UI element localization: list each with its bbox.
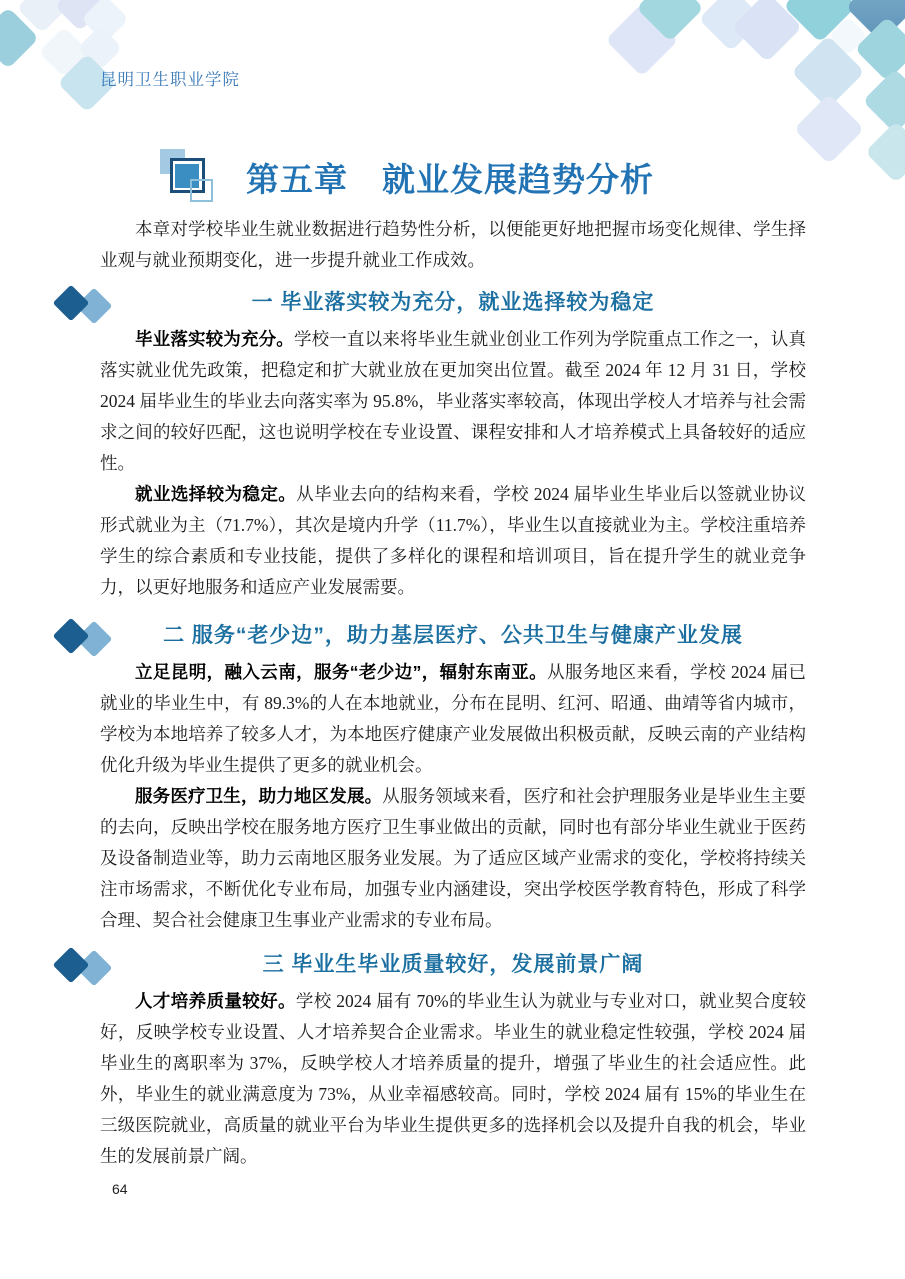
- paragraph: [100, 657, 806, 781]
- chapter-title: 第五章 就业发展趋势分析: [246, 160, 654, 198]
- paragraph: [100, 781, 806, 936]
- heading-diamonds-icon: [54, 617, 118, 657]
- section-3-heading: [100, 950, 806, 980]
- heading-diamonds-icon: [54, 284, 118, 324]
- chapter-squares-icon: [160, 146, 218, 208]
- paragraph: [100, 324, 806, 479]
- intro-paragraph: 本章对学校毕业生就业数据进行趋势性分析，以便能更好地把握市场变化规律、学生择业观与就业预期变化，进一步提升就业工作成效。: [100, 219, 806, 270]
- section-1-heading: [100, 288, 806, 318]
- paragraph-lead: 立足昆明，融入云南，服务“老少边”，辐射东南亚。: [135, 662, 548, 682]
- section-2-heading-text: 二 服务“老少边”，助力基层医疗、公共卫生与健康产业发展: [163, 624, 743, 647]
- page-content: [100, 146, 806, 1172]
- school-name: 昆明卫生职业学院: [100, 70, 240, 89]
- decor-diamond: [865, 121, 905, 183]
- page-number: 64: [112, 1181, 128, 1197]
- paragraph-text: 从服务领域来看，医疗和社会护理服务业是毕业生主要的去向，反映出学校在服务地方医疗卫生事业做出的贡献，同时也有部分毕业生就业于医药及设备制造业等，助力云南地区服务业发展。为了适应区域产业需求的变化，学校将持续关注市场需求，不断优化专业布局，加强专业内涵建设，突出学校医学教育特色，形成了科学合理、契合社会健康卫生事业产业需求的专业布局。: [100, 786, 807, 930]
- paragraph-lead: 人才培养质量较好。: [135, 991, 296, 1011]
- paragraph-lead: 就业选择较为稳定。: [135, 484, 297, 504]
- section-3-heading-text: 三 毕业生毕业质量较好，发展前景广阔: [262, 953, 644, 976]
- paragraph-text: 学校一直以来将毕业生就业创业工作列为学院重点工作之一，认真落实就业优先政策，把稳定和扩大就业放在更加突出位置。截至 2024 年 12 月 31 日，学校 2024 届毕业生的毕业去向落实率为 95.8%，毕业落实率较高，体现出学校人才培养与社会需求之间的较好匹配，这也说明学校在专业设置、课程安排和人才培养模式上具备较好的适应性。: [100, 329, 807, 473]
- heading-diamonds-icon: [54, 946, 118, 986]
- paragraph: [100, 479, 806, 603]
- paragraph-lead: 毕业落实较为充分。: [135, 329, 294, 349]
- paragraph-text: 学校 2024 届有 70%的毕业生认为就业与专业对口，就业契合度较好，反映学校专业设置、人才培养契合企业需求。毕业生的就业稳定性较强，学校 2024 届毕业生的离职率为 37%，反映学校人才培养质量的提升，增强了毕业生的社会适应性。此外，毕业生的就业满意度为 73%，从业幸福感较高。同时，学校 2024 届有 15%的毕业生在三级医院就业，高质量的就业平台为毕业生提供更多的选择机会以及提升自我的机会，毕业生的发展前景广阔。: [100, 991, 807, 1166]
- paragraph-text: 从服务地区来看，学校 2024 届已就业的毕业生中，有 89.3%的人在本地就业，分布在昆明、红河、昭通、曲靖等省内城市，学校为本地培养了较多人才，为本地医疗健康产业发展做出积极贡献，反映云南的产业结构优化升级为毕业生提供了更多的就业机会。: [100, 662, 807, 775]
- section-2-heading: [100, 621, 806, 651]
- paragraph-lead: 服务医疗卫生，助力地区发展。: [135, 786, 383, 806]
- section-1-heading-text: 一 毕业落实较为充分，就业选择较为稳定: [251, 291, 655, 314]
- icon-square-light-outline: [190, 179, 213, 202]
- paragraph: [100, 986, 806, 1172]
- paragraph-text: 从毕业去向的结构来看，学校 2024 届毕业生毕业后以签就业协议形式就业为主（71.7%），其次是境内升学（11.7%），毕业生以直接就业为主。学校注重培养学生的综合素质和专业技能，提供了多样化的课程和培训项目，旨在提升学生的就业竞争力，以更好地服务和适应产业发展需要。: [100, 484, 806, 597]
- chapter-title-row: [160, 146, 806, 208]
